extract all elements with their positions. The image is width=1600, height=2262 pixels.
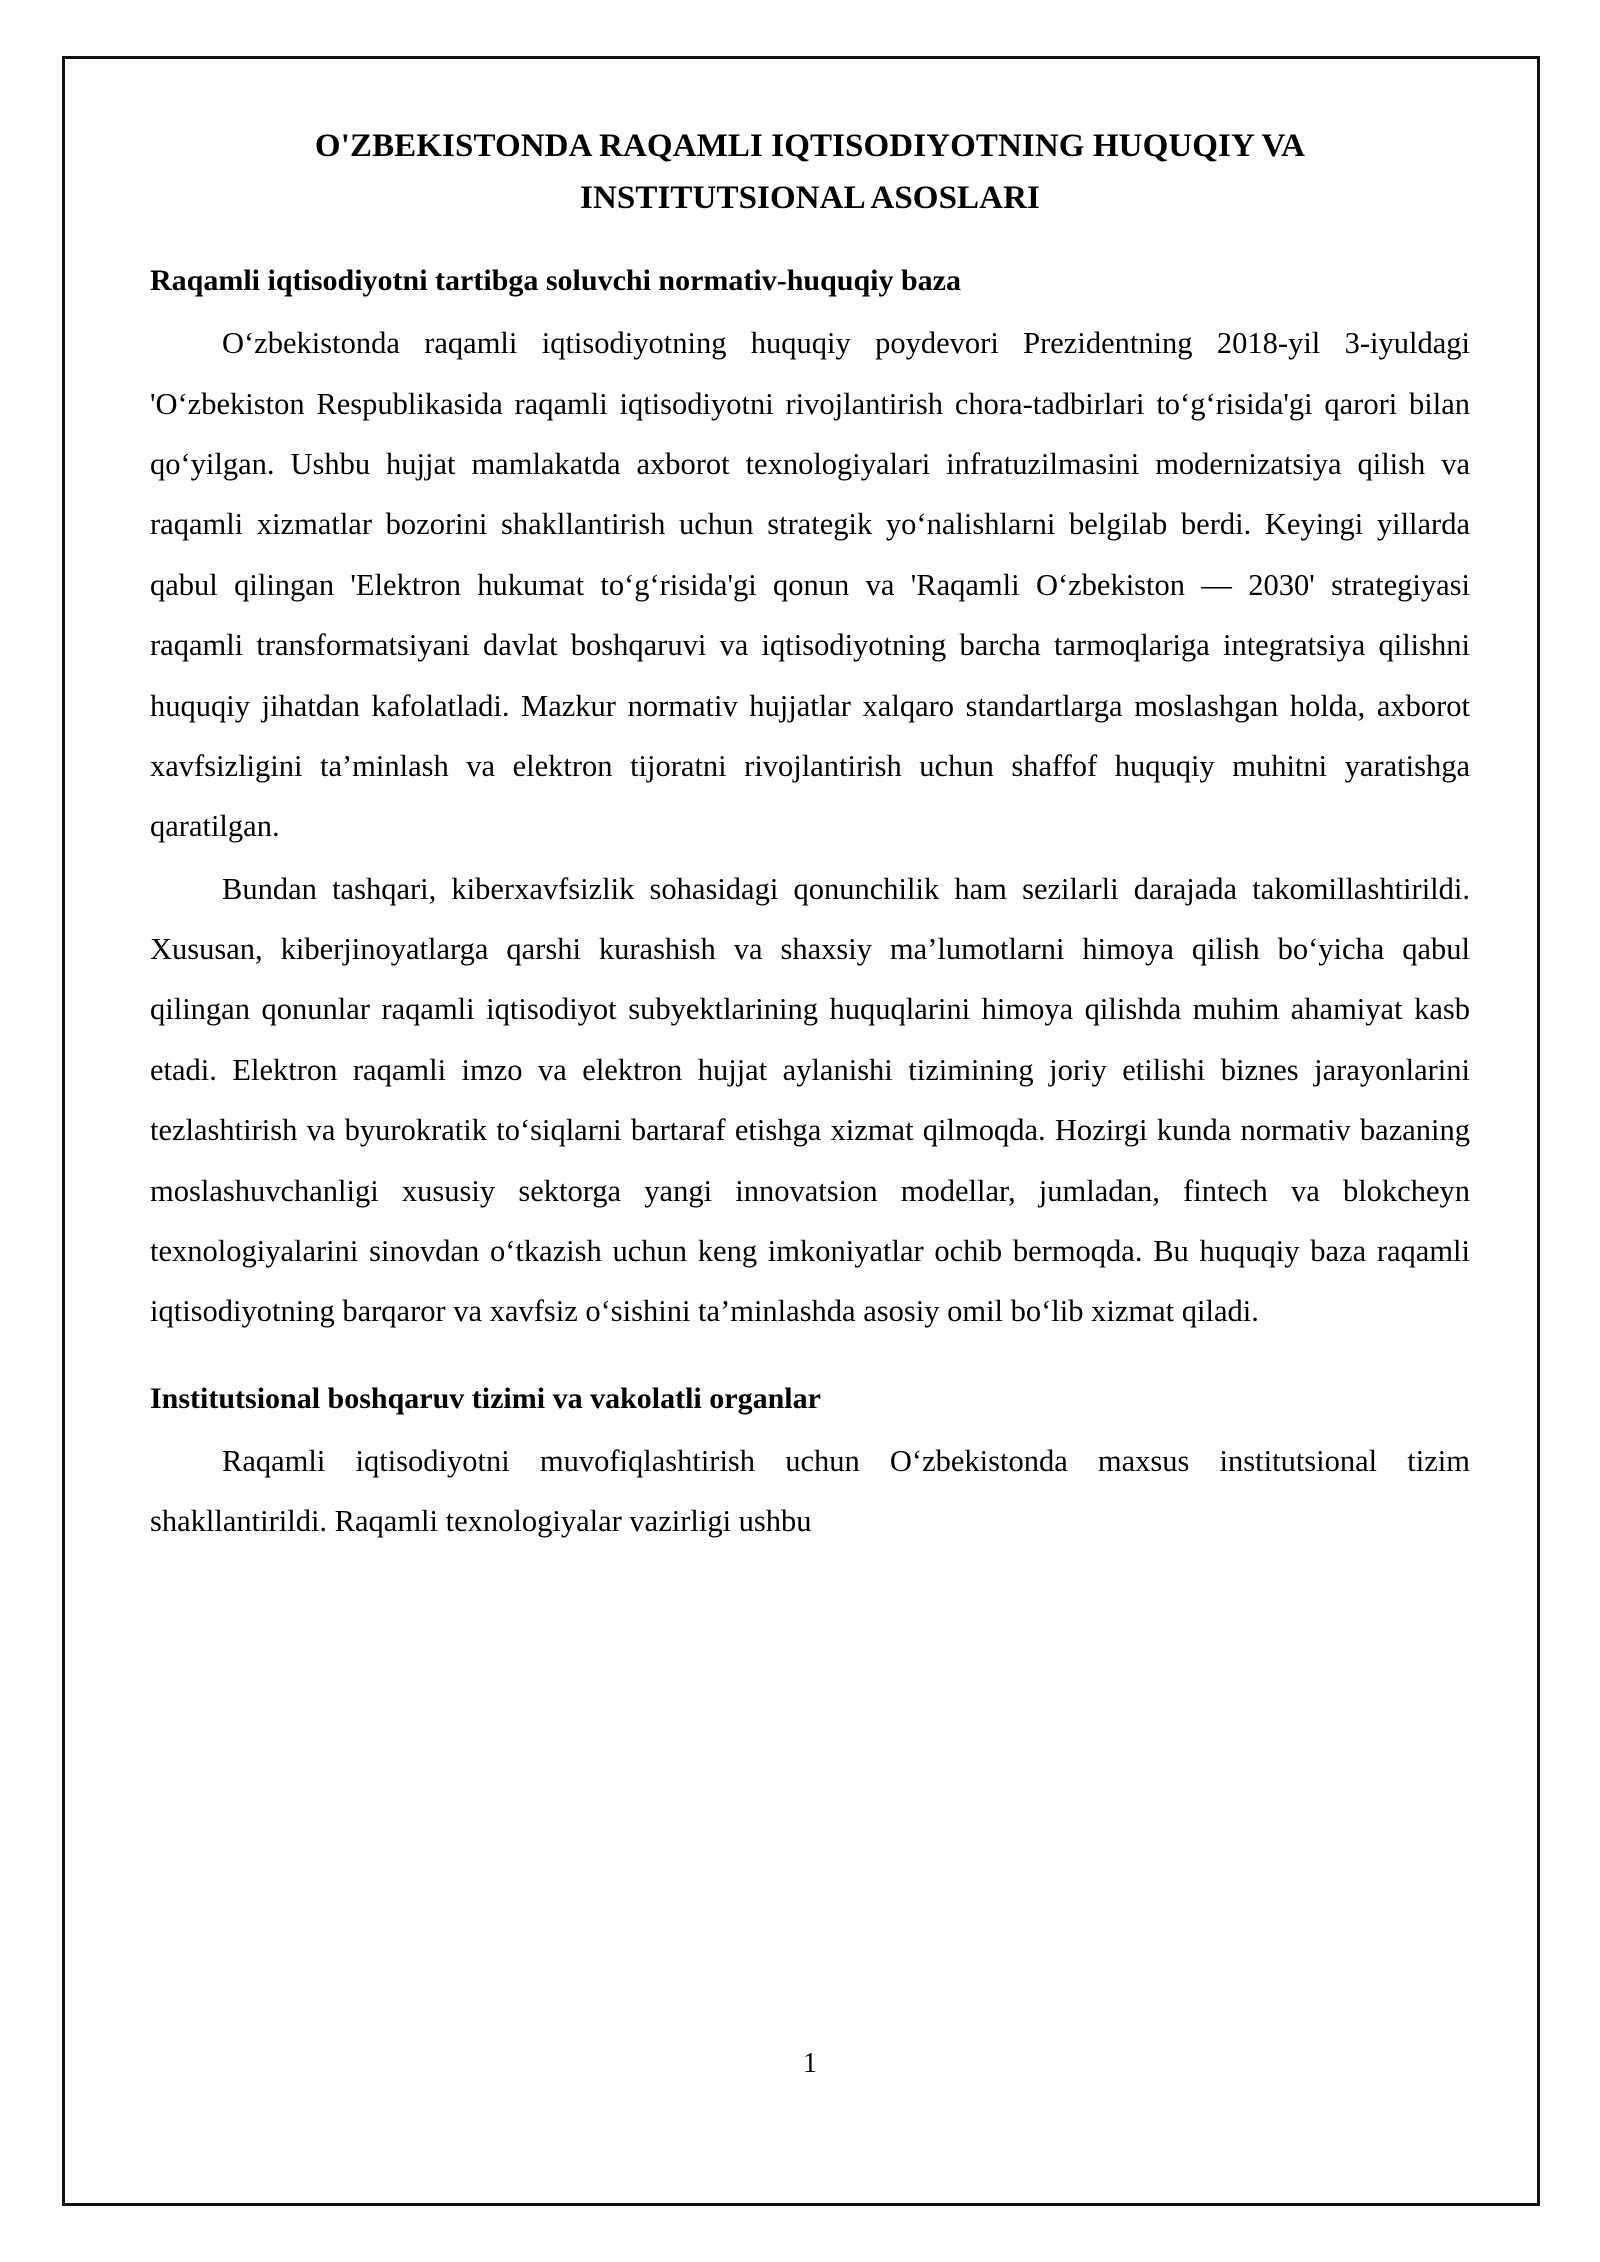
page-title xyxy=(150,120,1470,224)
page-title-line-2: INSTITUTSIONAL ASOSLARI xyxy=(580,180,1040,217)
paragraph-institutsional-tizim: Raqamli iqtisodiyotni muvofiqlashtirish uchun O‘zbekistonda maxsus institutsional tizim shakllantirildi. Raqamli texnologiyalar vazirligi ushbu xyxy=(150,1443,1470,1538)
paragraph-huquqiy-poydevor: O‘zbekistonda raqamli iqtisodiyotning huquqiy poydevori Prezidentning 2018-yil 3-iyuldagi 'O‘zbekiston Respublikasida raqamli iqtisodiyotni rivojlantirish chora-tadbirlari to‘g‘risida'gi qarori bilan qo‘yilgan. Ushbu hujjat mamlakatda axborot texnologiyalari infratuzilmasini modernizatsiya qilish va raqamli xizmatlar bozorini shakllantirish uchun strategik yo‘nalishlarni belgilab berdi. Keyingi yillarda qabul qilingan 'Elektron hukumat to‘g‘risida'gi qonun va 'Raqamli O‘zbekiston — 2030' strategiyasi raqamli transformatsiyani davlat boshqaruvi va iqtisodiyotning barcha tarmoqlariga integratsiya qilishni huquqiy jihatdan kafolatladi. Mazkur normativ hujjatlar xalqaro standartlarga moslashgan holda, axborot xavfsizligini ta’minlash va elektron tijoratni rivojlantirish uchun shaffof huquqiy muhitni yaratishga qaratilgan. xyxy=(150,326,1470,844)
section-heading-institutsional-boshqaruv: Institutsional boshqaruv tizimi va vakolatli organlar xyxy=(150,1381,821,1415)
section-heading-normativ-huquqiy-baza: Raqamli iqtisodiyotni tartibga soluvchi normativ-huquqiy baza xyxy=(150,264,961,298)
page-content xyxy=(150,120,1470,2079)
page-number: 1 xyxy=(803,2048,817,2079)
paragraph-kiberxavfsizlik-qonunchilik: Bundan tashqari, kiberxavfsizlik sohasidagi qonunchilik ham sezilarli darajada takomillashtirildi. Xususan, kiberjinoyatlarga qarshi kurashish va shaxsiy ma’lumotlarni himoya qilish bo‘yicha qabul qilingan qonunlar raqamli iqtisodiyot subyektlarining huquqlarini himoya qilishda muhim ahamiyat kasb etadi. Elektron raqamli imzo va elektron hujjat aylanishi tizimining joriy etilishi biznes jarayonlarini tezlashtirish va byurokratik to‘siqlarni bartaraf etishga xizmat qilmoqda. Hozirgi kunda normativ bazaning moslashuvchanligi xususiy sektorga yangi innovatsion modellar, jumladan, fintech va blokcheyn texnologiyalarini sinovdan o‘tkazish uchun keng imkoniyatlar ochib bermoqda. Bu huquqiy baza raqamli iqtisodiyotning barqaror va xavfsiz o‘sishini ta’minlashda asosiy omil bo‘lib xizmat qiladi. xyxy=(150,871,1470,1329)
page-title-line-1: O'ZBEKISTONDA RAQAMLI IQTISODIYOTNING HUQUQIY VA xyxy=(314,128,1306,164)
